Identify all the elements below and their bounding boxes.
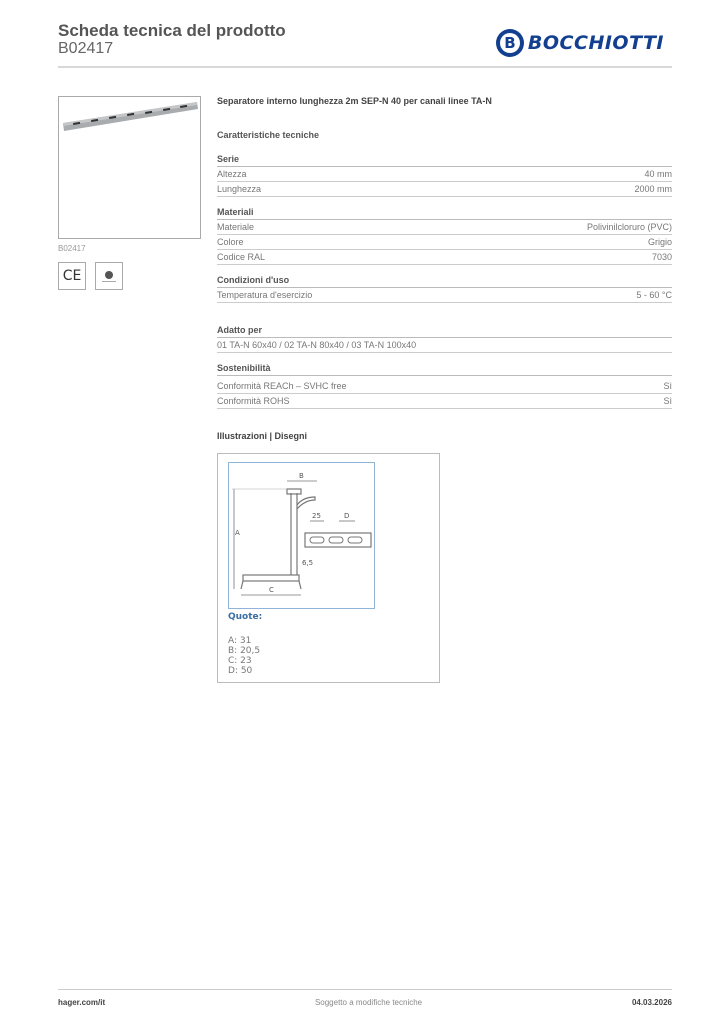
spec-label: Codice RAL <box>217 252 266 262</box>
spec-value: 2000 mm <box>634 184 672 194</box>
illustrations-heading: Illustrazioni | Disegni <box>217 431 308 441</box>
quotes-list <box>228 636 260 676</box>
spec-label: Altezza <box>217 169 247 179</box>
product-code: B02417 <box>58 40 114 57</box>
product-name: Separatore interno lunghezza 2m SEP-N 40 per canali linee TA-N <box>217 96 492 106</box>
spec-value: 40 mm <box>644 169 672 179</box>
section-materiali <box>217 207 672 265</box>
quote-item: D: 50 <box>228 666 253 676</box>
section-sostenibilita <box>217 363 672 409</box>
quote-item: A: 31 <box>228 636 252 646</box>
quote-item: C: 23 <box>228 656 252 666</box>
profile-drawing <box>228 462 375 609</box>
footer-date: 04.03.2026 <box>631 998 672 1007</box>
page-header <box>58 21 672 58</box>
svg-text:C: C <box>269 586 274 594</box>
spec-row <box>217 182 672 197</box>
page-title: Scheda tecnica del prodotto <box>58 21 286 40</box>
section-title: Adatto per <box>217 325 672 338</box>
specs-panel <box>217 96 672 445</box>
characteristics-heading: Caratteristiche tecniche <box>217 130 320 140</box>
footer-note: Soggetto a modifiche tecniche <box>314 998 423 1007</box>
quote-item: B: 20,5 <box>228 646 261 656</box>
spec-value: 5 - 60 °C <box>636 290 672 300</box>
footer-divider <box>58 989 672 990</box>
spec-label: Conformità ROHS <box>217 396 290 406</box>
section-title: Condizioni d'uso <box>217 275 672 288</box>
page-footer <box>58 998 672 1007</box>
footer-website: hager.com/it <box>58 998 106 1007</box>
spec-value: Grigio <box>647 237 672 247</box>
section-adatto-per <box>217 325 672 353</box>
spec-row <box>217 250 672 265</box>
svg-text:A: A <box>235 529 240 537</box>
spec-row <box>217 394 672 409</box>
ce-mark-icon: CE <box>58 262 86 290</box>
spec-label: Materiale <box>217 222 255 232</box>
spec-value: Sì <box>663 381 672 391</box>
spec-value: 7030 <box>651 252 672 262</box>
brand-logo-icon <box>496 29 524 57</box>
spec-label: Lunghezza <box>217 184 262 194</box>
section-title: Serie <box>217 154 672 167</box>
spec-label: Colore <box>217 237 244 247</box>
technical-drawing <box>217 453 440 683</box>
image-caption: B02417 <box>58 244 86 253</box>
brand-logo <box>496 29 664 57</box>
spec-value: Sì <box>663 396 672 406</box>
section-serie <box>217 154 672 197</box>
spec-row <box>217 288 672 303</box>
quotes-heading: Quote: <box>228 612 263 622</box>
svg-text:D: D <box>344 512 350 520</box>
section-title: Sostenibilità <box>217 363 672 376</box>
section-title: Materiali <box>217 207 672 220</box>
svg-text:B: B <box>299 472 304 480</box>
brand-name: BOCCHIOTTI <box>527 32 664 54</box>
spec-row <box>217 338 672 353</box>
spec-label: Temperatura d'esercizio <box>217 290 313 300</box>
spec-row <box>217 167 672 182</box>
spec-row <box>217 235 672 250</box>
svg-text:25: 25 <box>312 512 321 520</box>
spec-row <box>217 220 672 235</box>
spec-label: Conformità REACh – SVHC free <box>217 381 347 391</box>
header-divider <box>58 66 672 68</box>
certification-mark-icon <box>95 262 123 290</box>
svg-text:6,5: 6,5 <box>302 559 314 567</box>
section-condizioni <box>217 275 672 303</box>
spec-label: 01 TA-N 60x40 / 02 TA-N 80x40 / 03 TA-N 100x40 <box>217 340 417 350</box>
spec-row <box>217 379 672 394</box>
spec-value: Polivinilcloruro (PVC) <box>586 222 672 232</box>
product-image <box>58 96 201 239</box>
